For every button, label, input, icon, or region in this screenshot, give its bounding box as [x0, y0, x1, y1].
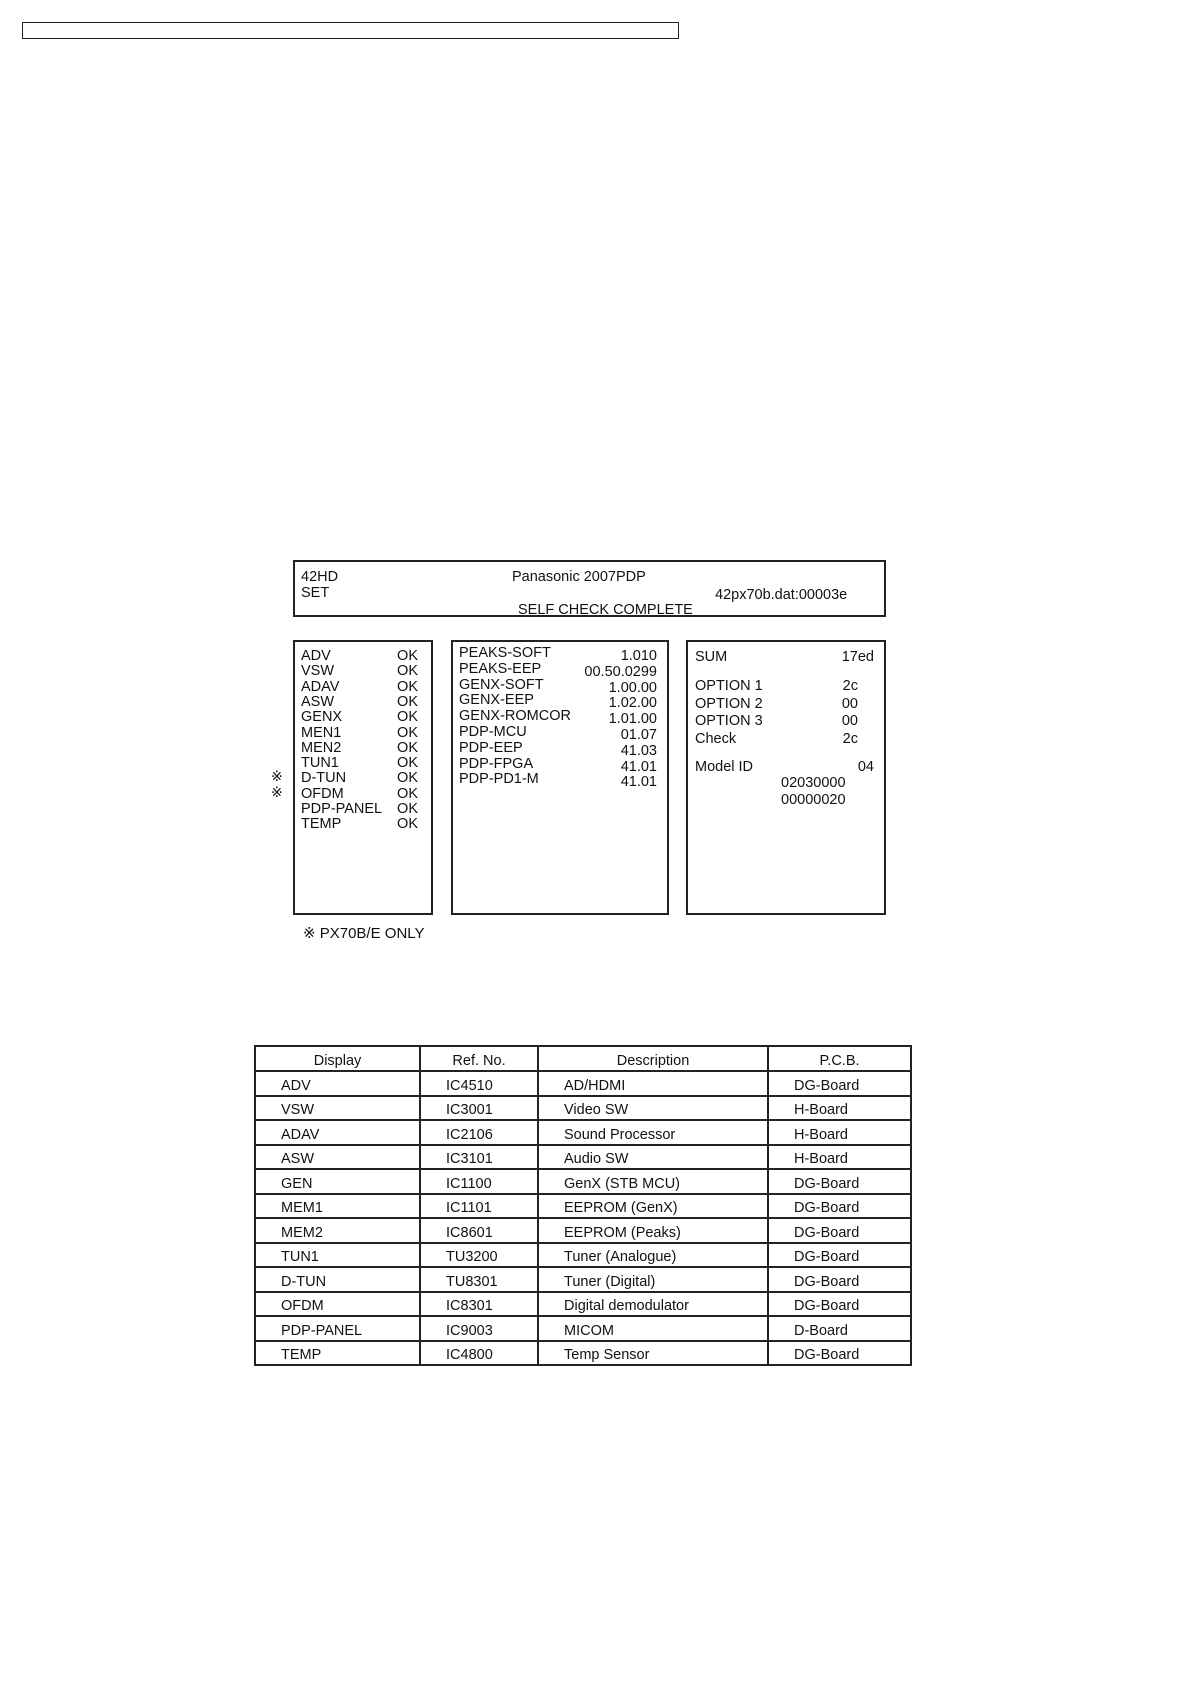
- version-name: GENX-EEP: [459, 692, 534, 709]
- cell-pcb: DG-Board: [768, 1194, 911, 1219]
- cell-description: AD/HDMI: [538, 1071, 768, 1096]
- cell-ref-no: IC2106: [420, 1120, 538, 1145]
- cell-pcb: DG-Board: [768, 1218, 911, 1243]
- check-status: OK: [397, 724, 418, 741]
- table-header-row: [255, 1046, 911, 1071]
- cell-ref-no: IC4800: [420, 1341, 538, 1366]
- cell-pcb: H-Board: [768, 1120, 911, 1145]
- option-name: Check: [695, 730, 737, 747]
- check-status: OK: [397, 709, 418, 726]
- table-row: [255, 1120, 911, 1145]
- check-status-panel: [293, 640, 433, 915]
- footnote: ※ PX70B/E ONLY: [303, 925, 425, 942]
- model-code-1: 02030000: [781, 775, 846, 791]
- self-check-screen-header: [293, 560, 886, 617]
- cell-display: ASW: [255, 1145, 420, 1170]
- version-value: 41.03: [620, 742, 657, 759]
- cell-ref-no: IC8301: [420, 1292, 538, 1317]
- sum-value: 17ed: [841, 649, 874, 665]
- cell-description: Tuner (Digital): [538, 1267, 768, 1292]
- cell-description: Video SW: [538, 1096, 768, 1121]
- version-value: 1.010: [620, 648, 657, 664]
- cell-ref-no: IC3001: [420, 1096, 538, 1121]
- version-row: [459, 660, 657, 680]
- table-row: [255, 1071, 911, 1096]
- check-status: OK: [397, 770, 418, 787]
- version-row: [459, 724, 657, 743]
- check-status: OK: [397, 663, 418, 680]
- cell-display: OFDM: [255, 1292, 420, 1317]
- version-row: [459, 755, 657, 775]
- check-row: [301, 816, 418, 832]
- model-label: 42HD: [301, 569, 339, 585]
- cell-display: VSW: [255, 1096, 420, 1121]
- status-label: SELF CHECK COMPLETE: [518, 602, 693, 618]
- header-display: Display: [255, 1046, 420, 1071]
- cell-pcb: DG-Board: [768, 1292, 911, 1317]
- cell-display: ADV: [255, 1071, 420, 1096]
- version-name: PDP-EEP: [459, 739, 523, 756]
- check-name: VSW: [301, 663, 335, 680]
- version-row: [459, 771, 657, 791]
- cell-pcb: DG-Board: [768, 1169, 911, 1194]
- cell-pcb: DG-Board: [768, 1071, 911, 1096]
- check-row: [301, 740, 418, 756]
- version-name: GENX-ROMCOR: [459, 708, 571, 725]
- cell-ref-no: IC1100: [420, 1169, 538, 1194]
- cell-ref-no: IC9003: [420, 1316, 538, 1341]
- version-value: 00.50.0299: [584, 663, 657, 680]
- cell-display: ADAV: [255, 1120, 420, 1145]
- cell-pcb: DG-Board: [768, 1243, 911, 1268]
- header-pcb: P.C.B.: [768, 1046, 911, 1071]
- version-value: 01.07: [620, 727, 657, 743]
- cell-display: TUN1: [255, 1243, 420, 1268]
- cell-description: EEPROM (Peaks): [538, 1218, 768, 1243]
- version-row: [459, 692, 657, 712]
- check-name: ADV: [301, 648, 331, 664]
- check-name: D-TUN: [301, 770, 347, 787]
- cell-description: Sound Processor: [538, 1120, 768, 1145]
- version-value: 1.02.00: [608, 695, 657, 712]
- mode-label: SET: [301, 585, 330, 601]
- check-name: ASW: [301, 693, 335, 710]
- check-row: [301, 755, 418, 771]
- option-row: [695, 678, 858, 694]
- table-row: [255, 1218, 911, 1243]
- version-value: 1.00.00: [608, 679, 657, 696]
- check-row: [301, 663, 418, 679]
- check-row: [301, 709, 418, 725]
- header-description: Description: [538, 1046, 768, 1071]
- check-name: TEMP: [301, 816, 342, 833]
- version-row: [459, 739, 657, 759]
- cell-display: MEM2: [255, 1218, 420, 1243]
- version-panel: [451, 640, 669, 915]
- check-name: TUN1: [301, 755, 339, 772]
- sum-label: SUM: [695, 649, 728, 665]
- check-name: ADAV: [301, 678, 340, 695]
- check-row: [301, 679, 418, 695]
- cell-ref-no: IC4510: [420, 1071, 538, 1096]
- check-row: [301, 648, 418, 664]
- cell-pcb: H-Board: [768, 1096, 911, 1121]
- version-name: PDP-PD1-M: [459, 771, 539, 788]
- version-name: GENX-SOFT: [459, 676, 544, 693]
- cell-pcb: D-Board: [768, 1316, 911, 1341]
- option-row: [695, 731, 858, 747]
- table-row: [255, 1243, 911, 1268]
- cell-display: GEN: [255, 1169, 420, 1194]
- version-name: PEAKS-SOFT: [459, 645, 551, 661]
- model-id-value: 04: [857, 759, 874, 775]
- check-row: [301, 725, 418, 741]
- check-status: OK: [397, 739, 418, 756]
- table-row: [255, 1292, 911, 1317]
- option-name: OPTION 1: [695, 678, 763, 694]
- cell-display: MEM1: [255, 1194, 420, 1219]
- table-row: [255, 1169, 911, 1194]
- cell-display: TEMP: [255, 1341, 420, 1366]
- check-name: MEN1: [301, 724, 342, 741]
- file-label: 42px70b.dat:00003e: [715, 587, 848, 603]
- check-status: OK: [397, 785, 418, 802]
- option-name: OPTION 2: [695, 695, 763, 712]
- table-row: [255, 1096, 911, 1121]
- table-row: [255, 1341, 911, 1366]
- version-name: PEAKS-EEP: [459, 660, 542, 677]
- footnote-mark: ※: [271, 783, 283, 800]
- cell-description: Temp Sensor: [538, 1341, 768, 1366]
- cell-display: PDP-PANEL: [255, 1316, 420, 1341]
- check-status: OK: [397, 648, 418, 664]
- check-name: OFDM: [301, 785, 344, 802]
- table-row: [255, 1145, 911, 1170]
- version-value: 41.01: [620, 774, 657, 791]
- version-name: PDP-MCU: [459, 724, 527, 740]
- cell-ref-no: IC3101: [420, 1145, 538, 1170]
- header-ref-no: Ref. No.: [420, 1046, 538, 1071]
- check-name: GENX: [301, 709, 343, 726]
- cell-pcb: H-Board: [768, 1145, 911, 1170]
- table-row: [255, 1267, 911, 1292]
- check-row: [301, 770, 418, 786]
- cell-description: MICOM: [538, 1316, 768, 1341]
- brand-label: Panasonic 2007PDP: [512, 569, 646, 585]
- model-code-2: 00000020: [781, 792, 846, 808]
- cell-display: D-TUN: [255, 1267, 420, 1292]
- model-id-row: [695, 759, 874, 775]
- cell-description: EEPROM (GenX): [538, 1194, 768, 1219]
- check-row: [301, 694, 418, 710]
- reference-table: [254, 1045, 912, 1366]
- option-value: 00: [841, 695, 858, 712]
- version-row: [459, 708, 657, 728]
- cell-description: Digital demodulator: [538, 1292, 768, 1317]
- version-name: PDP-FPGA: [459, 755, 534, 772]
- model-id-label: Model ID: [695, 759, 754, 775]
- version-value: 1.01.00: [608, 711, 657, 728]
- option-row: [695, 713, 858, 729]
- option-value: 2c: [842, 678, 858, 694]
- footnote-mark: ※: [271, 768, 283, 785]
- cell-description: Audio SW: [538, 1145, 768, 1170]
- cell-ref-no: IC8601: [420, 1218, 538, 1243]
- cell-ref-no: IC1101: [420, 1194, 538, 1219]
- option-row: [695, 696, 858, 712]
- sum-row: [695, 649, 874, 665]
- check-status: OK: [397, 801, 418, 817]
- check-status: OK: [397, 816, 418, 833]
- cell-ref-no: TU3200: [420, 1243, 538, 1268]
- check-row: [301, 801, 418, 817]
- check-name: MEN2: [301, 739, 342, 756]
- option-name: OPTION 3: [695, 713, 763, 729]
- option-value: 00: [841, 713, 858, 729]
- page-header-box: [22, 22, 679, 39]
- option-value: 2c: [842, 730, 858, 747]
- table-row: [255, 1194, 911, 1219]
- table-row: [255, 1316, 911, 1341]
- check-row: [301, 786, 418, 802]
- check-status: OK: [397, 755, 418, 772]
- options-panel: [686, 640, 886, 915]
- version-row: [459, 645, 657, 664]
- version-value: 41.01: [620, 758, 657, 775]
- check-status: OK: [397, 678, 418, 695]
- cell-description: Tuner (Analogue): [538, 1243, 768, 1268]
- check-name: PDP-PANEL: [301, 801, 383, 817]
- version-row: [459, 676, 657, 696]
- cell-pcb: DG-Board: [768, 1267, 911, 1292]
- cell-ref-no: TU8301: [420, 1267, 538, 1292]
- check-status: OK: [397, 693, 418, 710]
- cell-description: GenX (STB MCU): [538, 1169, 768, 1194]
- cell-pcb: DG-Board: [768, 1341, 911, 1366]
